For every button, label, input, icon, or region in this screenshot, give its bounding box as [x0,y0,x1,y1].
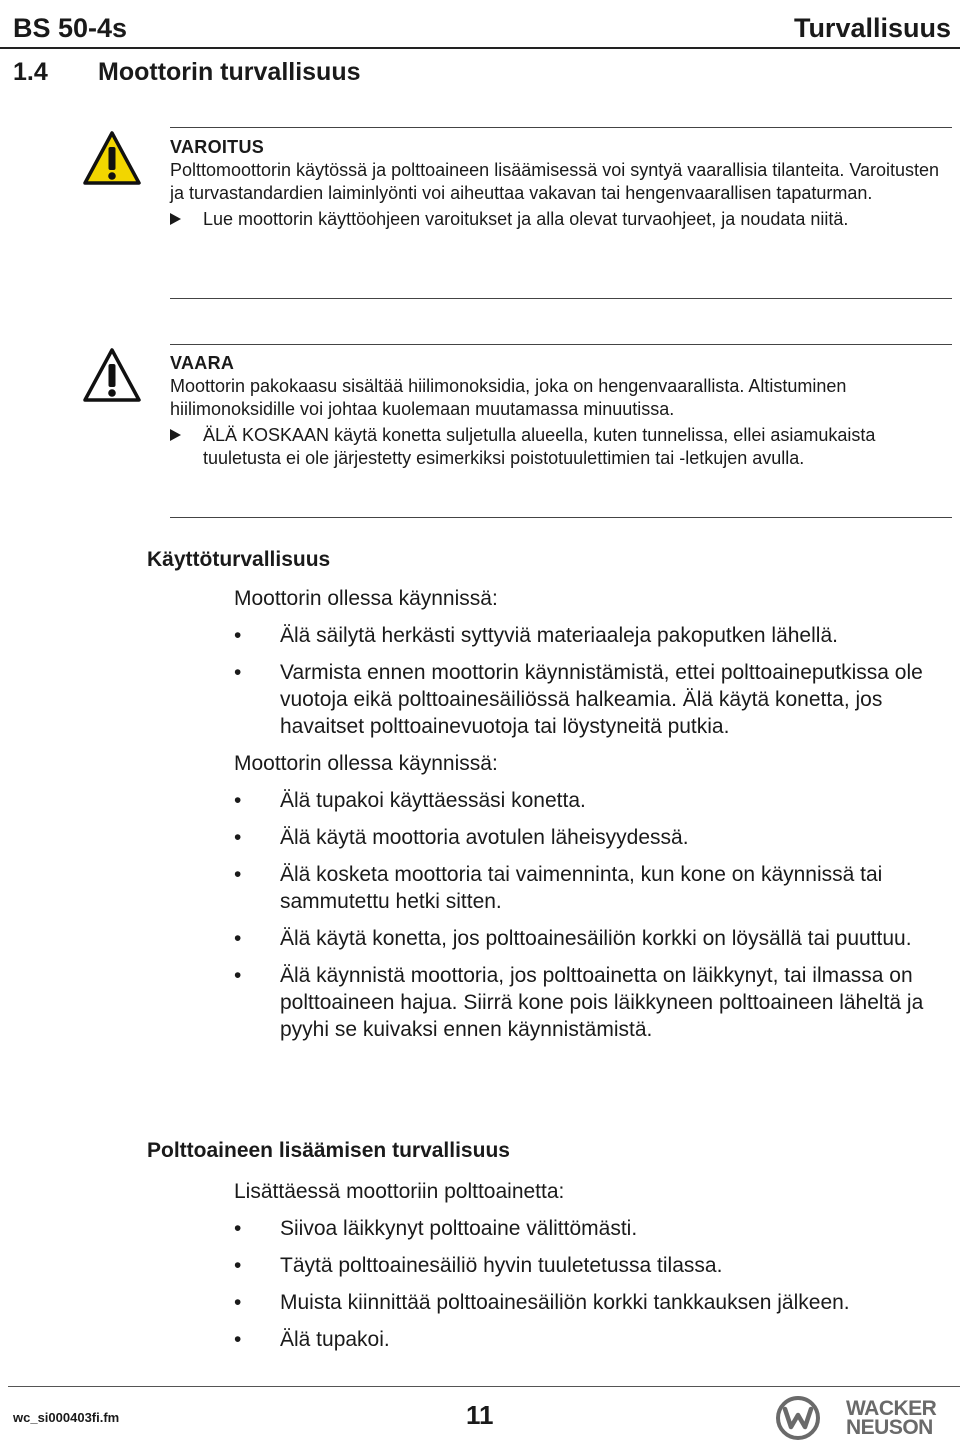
operating-intro-1: Moottorin ollessa käynnissä: [234,587,498,610]
refuel-safety-content [234,1178,954,1353]
list-item: • Älä tupakoi käyttäessäsi konetta. [234,789,586,812]
bullet-icon: • [234,661,242,684]
section-title: Turvallisuus [793,13,951,43]
danger-text: Moottorin pakokaasu sisältää hiilimonoksidia, joka on hengenvaarallista. Altistuminen hiilimonoksidille voi johtaa kuolemaan muutamassa minuutissa. [170,376,847,419]
list-item: • Älä kosketa moottoria tai vaimenninta, kun kone on käynnissä tai sammutettu hetki sitten. [234,863,883,913]
footer-filename: wc_si000403fi.fm [13,1410,120,1425]
bullet-icon: • [234,1328,242,1351]
footer-divider [8,1386,960,1387]
warning-bottom-rule [170,298,952,299]
operating-safety-content [234,585,954,1043]
list-item: • Älä käynnistä moottoria, jos polttoainetta on läikkynyt, tai ilmassa on polttoaineen hajua. Siirrä kone pois läikkyneen polttoaineen läheltä ja pyyhi se kuivaksi ennen käynnistämistä. [234,964,924,1041]
warning-box [170,136,956,231]
danger-box [170,352,956,470]
bullet-icon: • [234,789,242,812]
bullet-icon: • [234,927,242,950]
bullet-icon: • [234,1217,242,1240]
arrow-right-icon [170,213,181,225]
danger-instruction [170,424,956,470]
list-item: • Varmista ennen moottorin käynnistämistä, ettei polttoaineputkissa ole vuotoja eikä polttoainesäiliössä halkeamia. Älä käytä konetta, jos havaitset polttoainevuotoja tai löystyneitä putkia. [234,661,923,738]
operating-list-2 [234,787,954,1043]
page-number: 11 [466,1400,494,1430]
bullet-icon: • [234,1254,242,1277]
refuel-list [234,1215,954,1353]
list-item: • Älä säilytä herkästi syttyviä materiaaleja pakoputken lähellä. [234,624,838,647]
list-item: • Muista kiinnittää polttoainesäiliön korkki tankkauksen jälkeen. [234,1291,850,1314]
operating-intro-2: Moottorin ollessa käynnissä: [234,752,498,775]
operating-safety-heading: Käyttöturvallisuus [147,548,331,571]
warning-instruction [170,208,956,231]
brand-logo-icon [774,1396,822,1440]
chapter-title: Moottorin turvallisuus [98,58,361,86]
list-item: • Älä käytä moottoria avotulen läheisyydessä. [234,826,689,849]
warning-instruction-text: Lue moottorin käyttöohjeen varoitukset ja alla olevat turvaohjeet, ja noudata niitä. [203,209,849,229]
brand-line-2: NEUSON [846,1416,933,1439]
arrow-right-icon [170,429,181,441]
danger-top-rule [170,344,952,345]
refuel-safety-heading: Polttoaineen lisäämisen turvallisuus [147,1139,510,1162]
bullet-icon: • [234,964,242,987]
operating-list-1 [234,622,954,740]
document-model: BS 50-4s [13,13,128,43]
warning-top-rule [170,127,952,128]
brand-wordmark [846,1399,936,1437]
header-divider [0,47,960,49]
bullet-icon: • [234,624,242,647]
refuel-intro: Lisättäessä moottoriin polttoainetta: [234,1180,565,1203]
danger-triangle-icon [82,347,142,403]
bullet-icon: • [234,826,242,849]
list-item: • Täytä polttoainesäiliö hyvin tuuletetussa tilassa. [234,1254,723,1277]
bullet-icon: • [234,1291,242,1314]
list-item: • Älä käytä konetta, jos polttoainesäiliön korkki on löysällä tai puuttuu. [234,927,912,950]
brand-line-1: WACKER [846,1397,937,1420]
list-item: • Siivoa läikkynyt polttoaine välittömästi. [234,1217,638,1240]
danger-label: VAARA [170,353,235,373]
warning-label: VAROITUS [170,137,265,157]
list-item: • Älä tupakoi. [234,1328,390,1351]
warning-triangle-icon [82,130,142,186]
danger-bottom-rule [170,517,952,518]
bullet-icon: • [234,863,242,886]
danger-instruction-text: ÄLÄ KOSKAAN käytä konetta suljetulla alueella, kuten tunnelissa, ellei asiamukaista tuuletusta ei ole järjestetty esimerkiksi poistotuulettimien tai -letkujen avulla. [203,425,876,468]
warning-text: Polttomoottorin käytössä ja polttoaineen lisäämisessä voi syntyä vaarallisia tilanteita. Varoitusten ja turvastandardien laiminlyönti voi aiheuttaa vakavan tai hengenvaarallisen tapaturman. [170,160,940,203]
chapter-number: 1.4 [13,58,48,86]
